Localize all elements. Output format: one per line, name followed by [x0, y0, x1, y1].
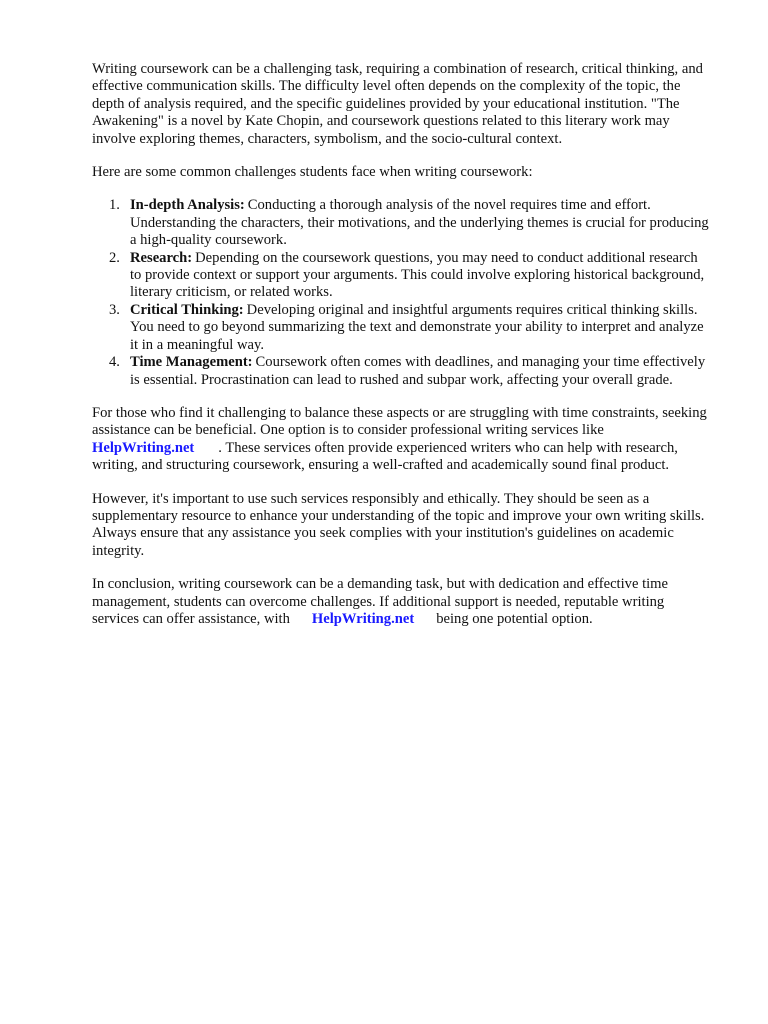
list-item-number: 1. — [109, 197, 120, 214]
list-item-text: Depending on the coursework questions, you may need to conduct additional research to provide context or support your arguments. This could involve exploring historical background, literary criticism, or related works. — [130, 249, 705, 301]
list-item-text: Developing original and insightful arguments requires critical thinking skills. You need to go beyond summarizing the text and demonstrate your ability to interpret and analyze it in a meaningful way. — [130, 301, 704, 353]
challenges-list — [92, 197, 712, 388]
caution-paragraph: However, it's important to use such services responsibly and ethically. They should be seen as a supplementary resource to enhance your understanding of the topic and improve your own writing skills. Always ensure that any assistance you seek complies with your institution's guidelines on academic integrity. — [92, 490, 705, 559]
list-item — [92, 302, 712, 354]
intro-paragraph: Writing coursework can be a challenging task, requiring a combination of research, critical thinking, and effective communication skills. The difficulty level often depends on the complexity of the topic, the depth of analysis required, and the specific guidelines provided by your educational institution. "The Awakening" is a novel by Kate Chopin, and coursework questions related to this literary work may involve exploring themes, characters, symbolism, and the socio-cultural context. — [92, 61, 703, 147]
assistance-text-before: For those who find it challenging to balance these aspects or are struggling with time constraints, seeking assistance can be beneficial. One option is to consider professional writing services like — [92, 404, 707, 439]
list-item-term: Critical Thinking: — [130, 301, 244, 318]
list-item — [92, 354, 712, 389]
list-item-number: 3. — [109, 301, 120, 318]
conclusion-text-before: In conclusion, writing coursework can be a demanding task, but with dedication and effective time management, students can overcome challenges. If additional support is needed, reputable writing services can offer assistance, with — [92, 576, 669, 627]
list-item-number: 4. — [109, 354, 120, 371]
list-item-number: 2. — [109, 249, 120, 266]
list-item-text: Conducting a thorough analysis of the novel requires time and effort. Understanding the characters, their motivations, and the underlying themes is crucial for producing a high-quality coursework. — [130, 197, 709, 249]
conclusion-text-after: being one potential option. — [436, 610, 593, 627]
conclusion-paragraph — [92, 576, 712, 628]
list-item — [92, 250, 712, 302]
list-item — [92, 197, 712, 249]
helpwriting-link[interactable]: HelpWriting.net — [92, 439, 195, 456]
document-page — [92, 61, 712, 644]
list-item-term: Time Management: — [130, 354, 253, 371]
list-item-term: In-depth Analysis: — [130, 197, 245, 214]
assistance-paragraph — [92, 405, 712, 475]
assistance-text-after: . These services often provide experienced writers who can help with research, writing, and structuring coursework, ensuring a well-crafted and academically sound final product. — [92, 439, 678, 474]
helpwriting-link[interactable]: HelpWriting.net — [311, 610, 415, 627]
list-item-term: Research: — [130, 249, 193, 266]
challenges-intro: Here are some common challenges students face when writing coursework: — [92, 164, 533, 181]
list-item-text: Coursework often comes with deadlines, and managing your time effectively is essential. Procrastination can lead to rushed and subpar work, affecting your overall grade. — [130, 354, 706, 388]
